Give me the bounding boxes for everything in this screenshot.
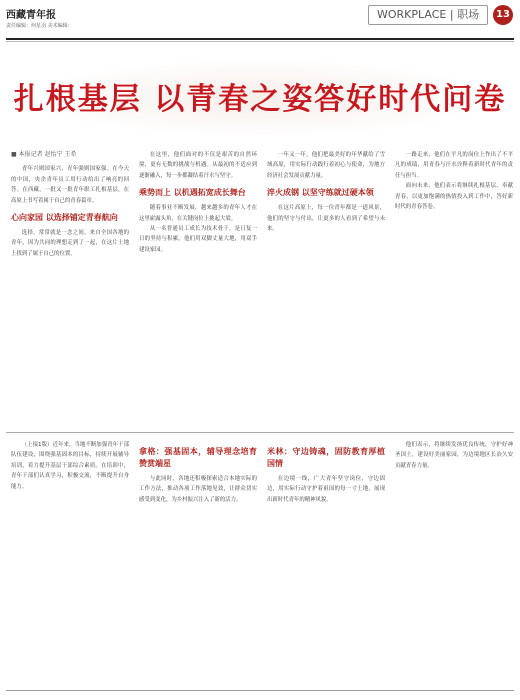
paragraph: 一路走来，他们在平凡的岗位上作出了不平凡的成绩，用青春与汗水诠释着新时代青年的责任与担当。 — [395, 152, 513, 179]
section-divider — [6, 432, 514, 433]
subheading: 拿格：强基固本，辅导理念培育赞赏端星 — [139, 447, 257, 468]
headline-banner — [0, 46, 520, 146]
paragraph: 选择，常常就是一念之间。来自全国各地的青年，因为共同的理想走到了一起，在这片土地上找到了属于自己的位置。 — [11, 230, 129, 257]
paragraph: 他们表示，将继续发扬优良传统，守护好神圣国土，建设好美丽家园，为边境地区长治久安贡献青春力量。 — [395, 442, 513, 469]
paragraph: 从一名普通员工成长为技术骨干，是日复一日的坚持与积累。他们用双脚丈量大地，用双手建设家园。 — [139, 226, 257, 253]
article-column-3 — [267, 150, 385, 234]
paragraph: 面向未来，他们表示将继续扎根基层、奉献青春，以更加饱满的热情投入到工作中，答好新时代的青春答卷。 — [395, 183, 513, 211]
subheading: 淬火成钢 以坚守练就过硬本领 — [267, 188, 374, 198]
paragraph: 在这片高原上，每一位青年都是一道风景，他们的坚守与付出，让更多的人看到了希望与未来。 — [267, 205, 385, 233]
masthead — [0, 0, 520, 46]
paragraph: （上接1版）近年来，当地不断加强青年干部队伍建设，围绕强基固本的目标，持续开展辅导培训，着力提升基层干部综合素质。在培训中，青年干部们认真学习，积极交流，不断提升自身能力。 — [11, 442, 129, 490]
paragraph: 与此同时，各地还积极探索适合本地实际的工作方法，推动各项工作落地见效，让群众切实感受到变化，为乡村振兴注入了新的活力。 — [139, 476, 257, 503]
header-rule — [6, 38, 514, 40]
paragraph: 随着事业不断发展，越来越多的青年人才在这里崭露头角，在关键岗位上挑起大梁。 — [139, 205, 257, 222]
header-rule-thin — [6, 41, 514, 42]
page-number: 13 — [493, 5, 513, 25]
footer-rule — [6, 690, 514, 691]
paragraph: 在这里，他们面对的不仅是艰苦的自然环境，更有无数的挑战与机遇。从最初的不适应到逐渐融入，每一步都凝结着汗水与坚守。 — [139, 152, 257, 179]
lower-column-1 — [11, 440, 129, 492]
masthead-info-line: 责任编辑：何星羽 美术编辑： — [6, 23, 73, 29]
article-column-2 — [139, 150, 257, 255]
subheading: 乘势而上 以机遇拓宽成长舞台 — [139, 188, 246, 198]
lower-column-2 — [139, 440, 257, 505]
subheading: 心向家园 以选择铺定青春航向 — [11, 213, 118, 223]
section-label: WORKPLACE | 职场 — [368, 5, 488, 25]
paper-name: 西藏青年报 — [6, 10, 56, 21]
page-headline: 扎根基层 以青春之姿答好时代问卷 — [13, 82, 507, 117]
paragraph: 青年兴则国家兴，青年强则国家强。在今天的中国，央企青年员工用行动给出了响亮的回答。在西藏，一批又一批青年职工扎根基层，在高原上书写着属于自己的青春篇章。 — [11, 166, 129, 204]
paragraph: 在边境一线，广大青年坚守岗位，守边固边，用实际行动守护着祖国的每一寸土地，展现出新时代青年的精神风貌。 — [267, 476, 385, 503]
subheading: 米林：守边铸魂，固防教育厚植国情 — [267, 447, 385, 468]
article-column-1 — [11, 150, 129, 259]
lower-column-3 — [267, 440, 385, 505]
lower-column-4 — [395, 440, 513, 471]
byline: ■ 本报记者 赵怡宁 王希 — [11, 151, 77, 158]
paragraph: 一年又一年，他们把最美好的年华献给了雪域高原，用实际行动践行着初心与使命，为地方经济社会发展贡献力量。 — [267, 152, 385, 179]
article-column-4 — [395, 150, 513, 212]
